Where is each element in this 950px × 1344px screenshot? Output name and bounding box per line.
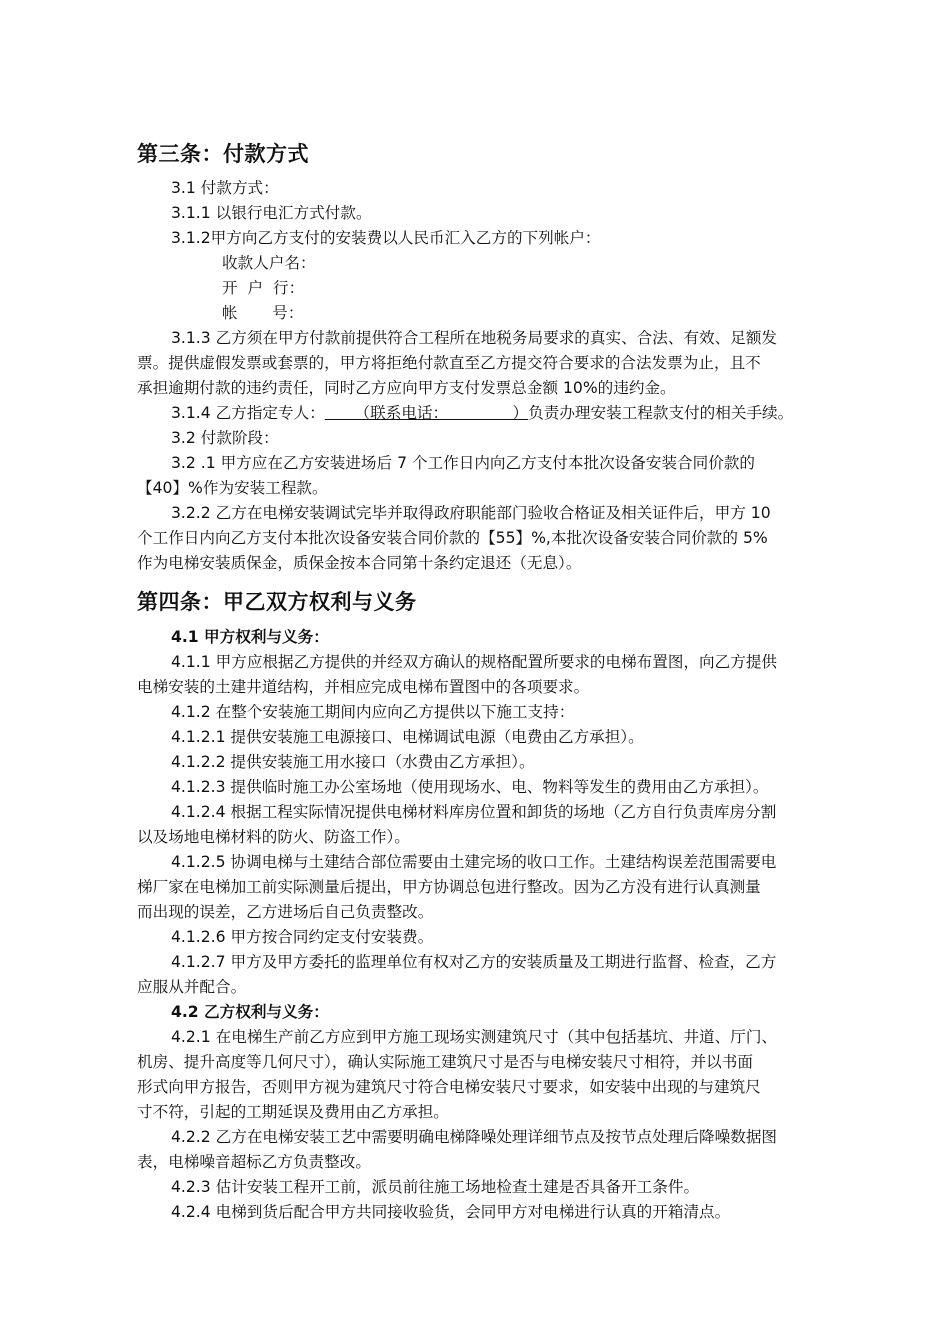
- contact-person-label: 3.1.4 乙方指定专人：: [171, 404, 325, 422]
- paragraph-line: 应服从并配合。: [137, 978, 247, 996]
- paragraph-line: 4.1.2.6 甲方按合同约定支付安装费。: [171, 928, 434, 946]
- paragraph-line: 形式向甲方报告，否则甲方视为建筑尺寸符合电梯安装尺寸要求，如安装中出现的与建筑尺: [137, 1078, 761, 1096]
- paragraph-line: 4.1.2.3 提供临时施工办公室场地（使用现场水、电、物料等发生的费用由乙方承担）。: [171, 778, 769, 796]
- paragraph-line: 票。提供虚假发票或套票的，甲方将拒绝付款直至乙方提交符合要求的合法发票为止，且不: [137, 354, 761, 372]
- section-4-heading: 第四条：甲乙双方权利与义务: [137, 590, 417, 614]
- subsection-heading: 4.1 甲方权利与义务：: [171, 628, 329, 646]
- paragraph-line: 4.1.2.2 提供安装施工用水接口（水费由乙方承担）。: [171, 753, 535, 771]
- paragraph-line: 4.1.2.1 提供安装施工电源接口、电梯调试电源（电费由乙方承担）。: [171, 728, 644, 746]
- paragraph-line: 4.1.2.7 甲方及甲方委托的监理单位有权对乙方的安装质量及工期进行监督、检查，乙方: [171, 953, 777, 971]
- section-3-heading: 第三条：付款方式: [137, 142, 309, 166]
- paragraph-line: 而出现的误差，乙方进场后自己负责整改。: [137, 903, 434, 921]
- paragraph-line: 【40】%作为安装工程款。: [137, 479, 328, 497]
- paragraph-line: 4.2.2 乙方在电梯安装工艺中需要明确电梯降噪处理详细节点及按节点处理后降噪数据图: [171, 1128, 778, 1146]
- subsection-heading: 4.2 乙方权利与义务：: [171, 1003, 329, 1021]
- paragraph-line: 个工作日内向乙方支付本批次设备安装合同价款的【55】%,本批次设备安装合同价款的 5%: [137, 529, 768, 547]
- paragraph-line: 机房、提升高度等几何尺寸），确认实际施工建筑尺寸是否与电梯安装尺寸相符，并以书面: [137, 1053, 753, 1071]
- account-name-label: 收款人户名：: [222, 254, 316, 272]
- paragraph-line: 3.1.2甲方向乙方支付的安装费以人民币汇入乙方的下列帐户：: [171, 229, 601, 247]
- paragraph-line: 4.1.2.4 根据工程实际情况提供电梯材料库房位置和卸货的场地（乙方自行负责库房分割: [171, 803, 777, 821]
- paragraph-line: 4.2.1 在电梯生产前乙方应到甲方施工现场实测建筑尺寸（其中包括基坑、井道、厅门、: [171, 1028, 778, 1046]
- paragraph-line: 3.2 付款阶段：: [171, 429, 279, 447]
- contact-phone-blank: （联系电话： ）: [324, 404, 529, 422]
- paragraph-line: 3.2.2 乙方在电梯安装调试完毕并取得政府职能部门验收合格证及相关证件后，甲方 10: [171, 504, 771, 522]
- paragraph-line: 电梯安装的土建井道结构，并相应完成电梯布置图中的各项要求。: [137, 678, 590, 696]
- paragraph-line: 寸不符，引起的工期延误及费用由乙方承担。: [137, 1103, 449, 1121]
- paragraph-line: 3.1.1 以银行电汇方式付款。: [171, 204, 372, 222]
- contact-person-line: [171, 403, 793, 423]
- paragraph-line: 3.1 付款方式：: [171, 179, 279, 197]
- bank-label: 开 户 行：: [222, 279, 305, 297]
- paragraph-line: 4.1.2.5 协调电梯与土建结合部位需要由土建完场的收口工作。土建结构误差范围需要电: [171, 853, 777, 871]
- account-number-label: 帐 号：: [222, 304, 304, 322]
- paragraph-line: 承担逾期付款的违约责任，同时乙方应向甲方支付发票总金额 10%的违约金。: [137, 379, 676, 397]
- paragraph-line: 4.1.1 甲方应根据乙方提供的并经双方确认的规格配置所要求的电梯布置图，向乙方提供: [171, 653, 778, 671]
- paragraph-line: 作为电梯安装质保金，质保金按本合同第十条约定退还（无息）。: [137, 554, 582, 572]
- paragraph-line: 表，电梯噪音超标乙方负责整改。: [137, 1153, 371, 1171]
- paragraph-line: 3.1.3 乙方须在甲方付款前提供符合工程所在地税务局要求的真实、合法、有效、足额发: [171, 329, 778, 347]
- paragraph-line: 4.1.2 在整个安装施工期间内应向乙方提供以下施工支持：: [171, 703, 575, 721]
- paragraph-line: 3.2 .1 甲方应在乙方安装进场后 7 个工作日内向乙方支付本批次设备安装合同价款的: [171, 454, 756, 472]
- contact-suffix: 负责办理安装工程款支付的相关手续。: [528, 404, 794, 422]
- paragraph-line: 4.2.4 电梯到货后配合甲方共同接收验货，会同甲方对电梯进行认真的开箱清点。: [171, 1203, 731, 1221]
- paragraph-line: 梯厂家在电梯加工前实际测量后提出，甲方协调总包进行整改。因为乙方没有进行认真测量: [137, 878, 761, 896]
- paragraph-line: 以及场地电梯材料的防火、防盗工作）。: [137, 828, 410, 846]
- paragraph-line: 4.2.3 估计安装工程开工前，派员前往施工场地检查土建是否具备开工条件。: [171, 1178, 700, 1196]
